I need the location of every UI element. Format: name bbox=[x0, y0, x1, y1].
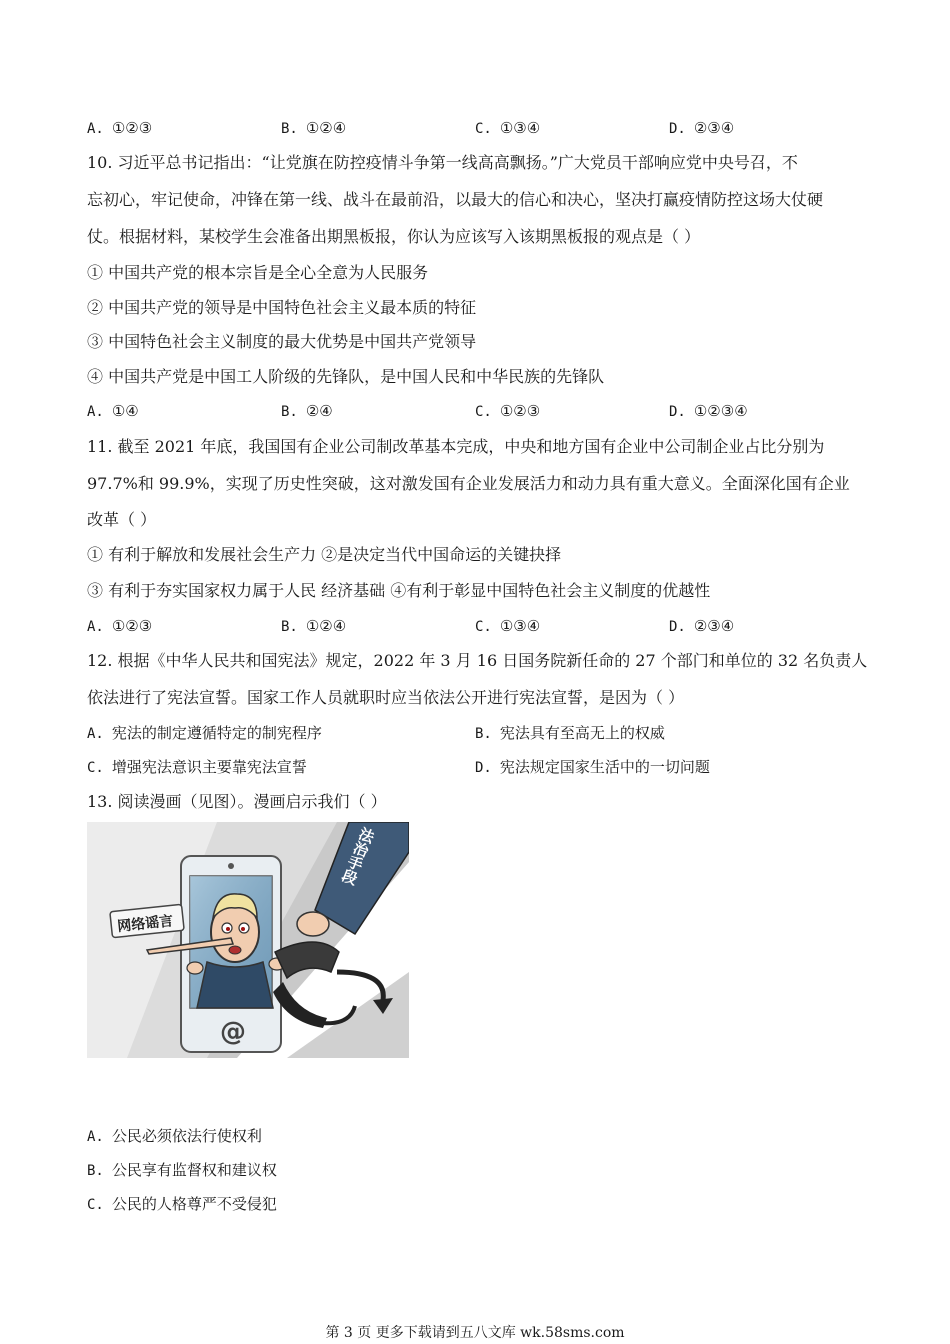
q11-stem-line: 11. 截至 2021 年底，我国国有企业公司制改革基本完成，中央和地方国有企业中公司制企业占比分别为 bbox=[87, 437, 825, 456]
q12-option-d[interactable]: D. 宪法规定国家生活中的一切问题 bbox=[475, 758, 710, 776]
q10-option-b[interactable]: B. ②④ bbox=[281, 402, 333, 420]
q9-option-c[interactable]: C. ①③④ bbox=[475, 119, 541, 137]
q11-option-a[interactable]: A. ①②③ bbox=[87, 617, 153, 635]
sleeve-label: 法治手段 bbox=[338, 824, 378, 888]
q10-option-c[interactable]: C. ①②③ bbox=[475, 402, 541, 420]
q11-stem-line: 97.7%和 99.9%，实现了历史性突破，这对激发国有企业发展活力和动力具有重大意义。全面深化国有企业 bbox=[87, 474, 850, 493]
q9-option-b[interactable]: B. ①②④ bbox=[281, 119, 347, 137]
q9-option-d[interactable]: D. ②③④ bbox=[669, 119, 735, 137]
q12-option-b[interactable]: B. 宪法具有至高无上的权威 bbox=[475, 724, 665, 742]
q10-statement: ① 中国共产党的根本宗旨是全心全意为人民服务 bbox=[87, 263, 429, 282]
q12-stem-line: 12. 根据《中华人民共和国宪法》规定，2022 年 3 月 16 日国务院新任命的 27 个部门和单位的 32 名负责人 bbox=[87, 651, 868, 670]
q10-statement: ③ 中国特色社会主义制度的最大优势是中国共产党领导 bbox=[87, 332, 477, 351]
q10-stem-line: 10. 习近平总书记指出：“让党旗在防控疫情斗争第一线高高飘扬。”广大党员干部响应党中央号召，不 bbox=[87, 153, 798, 172]
q12-option-a[interactable]: A. 宪法的制定遵循特定的制宪程序 bbox=[87, 724, 322, 742]
q11-statement: ③ 有利于夯实国家权力属于人民 经济基础 ④有利于彰显中国特色社会主义制度的优越性 bbox=[87, 581, 711, 600]
q11-statement: ① 有利于解放和发展社会生产力 ②是决定当代中国命运的关键抉择 bbox=[87, 545, 562, 564]
q11-option-c[interactable]: C. ①③④ bbox=[475, 617, 541, 635]
q10-statement: ④ 中国共产党是中国工人阶级的先锋队，是中国人民和中华民族的先锋队 bbox=[87, 367, 605, 386]
q13-option-a[interactable]: A. 公民必须依法行使权利 bbox=[87, 1127, 262, 1145]
q12-option-c[interactable]: C. 增强宪法意识主要靠宪法宣誓 bbox=[87, 758, 307, 776]
q9-option-a[interactable]: A. ①②③ bbox=[87, 119, 153, 137]
page-footer: 第 3 页 更多下载请到五八文库 wk.58sms.com bbox=[325, 1325, 625, 1341]
q11-option-b[interactable]: B. ①②④ bbox=[281, 617, 347, 635]
q11-stem-line: 改革（ ） bbox=[87, 510, 157, 529]
cartoon-illustration bbox=[87, 822, 409, 1058]
q13-option-c[interactable]: C. 公民的人格尊严不受侵犯 bbox=[87, 1195, 277, 1213]
q13-option-b[interactable]: B. 公民享有监督权和建议权 bbox=[87, 1161, 277, 1179]
at-symbol-icon: @ bbox=[220, 1017, 246, 1047]
q10-statement: ② 中国共产党的领导是中国特色社会主义最本质的特征 bbox=[87, 298, 477, 317]
rumor-sign-label: 网络谣言 bbox=[116, 913, 175, 936]
q11-option-d[interactable]: D. ②③④ bbox=[669, 617, 735, 635]
q10-option-a[interactable]: A. ①④ bbox=[87, 402, 139, 420]
q10-option-d[interactable]: D. ①②③④ bbox=[669, 402, 748, 420]
q13-stem: 13. 阅读漫画（见图）。漫画启示我们（ ） bbox=[87, 792, 387, 811]
q10-stem-line: 忘初心，牢记使命，冲锋在第一线、战斗在最前沿，以最大的信心和决心，坚决打赢疫情防控这场大仗硬 bbox=[87, 190, 824, 209]
cartoon-svg bbox=[87, 822, 409, 1058]
q12-stem-line: 依法进行了宪法宣誓。国家工作人员就职时应当依法公开进行宪法宣誓，是因为（ ） bbox=[87, 688, 685, 707]
q10-stem-line: 仗。根据材料，某校学生会准备出期黑板报，你认为应该写入该期黑板报的观点是（ ） bbox=[87, 227, 701, 246]
